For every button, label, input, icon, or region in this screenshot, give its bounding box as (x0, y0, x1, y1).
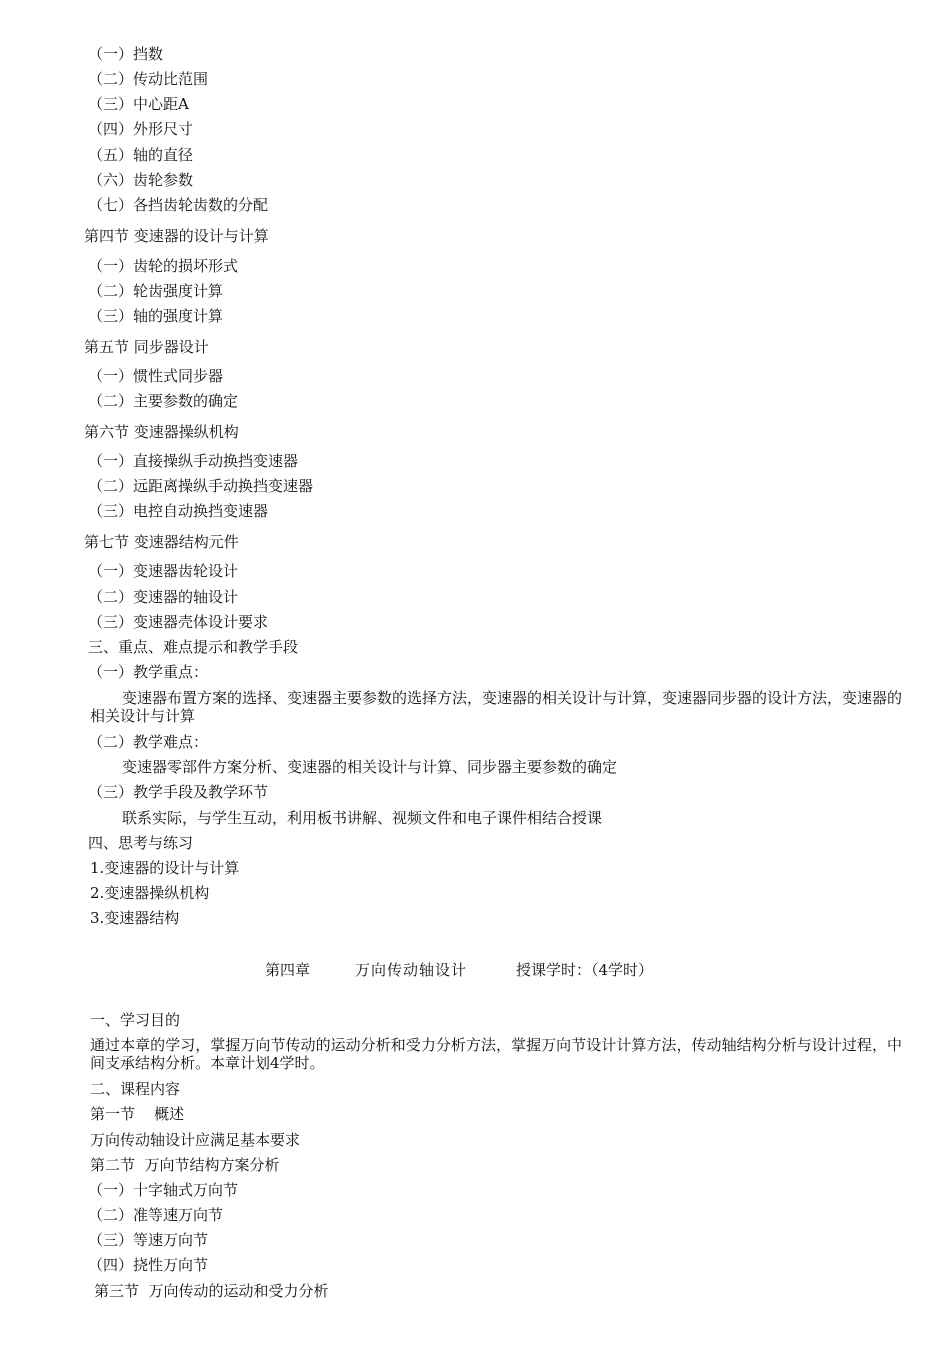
means-heading: （三）教学手段及教学环节 (88, 783, 269, 801)
key-points-heading: 三、重点、难点提示和教学手段 (88, 638, 299, 656)
list-item: （三）中心距A (88, 95, 189, 113)
focus-text: 变速器布置方案的选择、变速器主要参数的选择方法，变速器的相关设计与计算，变速器同步器的设计方法，变速器的相关设计与计算 (90, 689, 903, 725)
section-heading: 第六节 变速器操纵机构 (84, 423, 239, 441)
chapter-name: 万向传动轴设计 (355, 961, 468, 979)
list-item: （六）齿轮参数 (88, 171, 194, 189)
section-heading: 第一节 概述 (90, 1105, 185, 1123)
list-item: （三）电控自动换挡变速器 (88, 502, 269, 520)
list-item: （一）齿轮的损坏形式 (88, 257, 239, 275)
list-item: （一）惯性式同步器 (88, 367, 224, 385)
list-item: （二）准等速万向节 (88, 1206, 224, 1224)
list-item: （二）远距离操纵手动换挡变速器 (88, 477, 314, 495)
list-item: （四）挠性万向节 (88, 1256, 209, 1274)
section-heading: 第四节 变速器的设计与计算 (84, 227, 269, 245)
goal-heading: 一、学习目的 (90, 1011, 181, 1029)
section-text: 万向传动轴设计应满足基本要求 (90, 1131, 301, 1149)
list-item: （一）挡数 (88, 45, 164, 63)
list-item: （七）各挡齿轮齿数的分配 (88, 196, 269, 214)
list-item: （三）等速万向节 (88, 1231, 209, 1249)
difficulty-text: 变速器零部件方案分析、变速器的相关设计与计算、同步器主要参数的确定 (122, 758, 618, 776)
exercise-item: 2.变速器操纵机构 (90, 884, 210, 902)
difficulty-heading: （二）教学难点： (88, 733, 209, 751)
chapter-hours: 授课学时：（4学时） (516, 961, 654, 979)
exercise-item: 3.变速器结构 (90, 909, 180, 927)
list-item: （三）轴的强度计算 (88, 307, 224, 325)
list-item: （一）直接操纵手动换挡变速器 (88, 452, 299, 470)
list-item: （二）变速器的轴设计 (88, 588, 239, 606)
content-heading: 二、课程内容 (90, 1080, 181, 1098)
chapter-title: 第四章 (265, 961, 311, 979)
list-item: （二）传动比范围 (88, 70, 209, 88)
list-item: （一）十字轴式万向节 (88, 1181, 239, 1199)
list-item: （二）轮齿强度计算 (88, 282, 224, 300)
list-item: （三）变速器壳体设计要求 (88, 613, 269, 631)
list-item: （二）主要参数的确定 (88, 392, 239, 410)
section-heading: 第七节 变速器结构元件 (84, 533, 239, 551)
means-text: 联系实际，与学生互动，利用板书讲解、视频文件和电子课件相结合授课 (122, 809, 603, 827)
focus-heading: （一）教学重点： (88, 663, 209, 681)
list-item: （五）轴的直径 (88, 146, 194, 164)
section-heading: 第二节 万向节结构方案分析 (90, 1156, 280, 1174)
goal-text: 通过本章的学习，掌握万向节传动的运动分析和受力分析方法，掌握万向节设计计算方法，传动轴结构分析与设计过程，中间支承结构分析。本章计划4学时。 (90, 1036, 902, 1072)
exercises-heading: 四、思考与练习 (88, 834, 194, 852)
section-heading: 第五节 同步器设计 (84, 338, 209, 356)
exercise-item: 1.变速器的设计与计算 (90, 859, 240, 877)
section-heading: 第三节 万向传动的运动和受力分析 (94, 1282, 329, 1300)
list-item: （一）变速器齿轮设计 (88, 562, 239, 580)
list-item: （四）外形尺寸 (88, 120, 194, 138)
